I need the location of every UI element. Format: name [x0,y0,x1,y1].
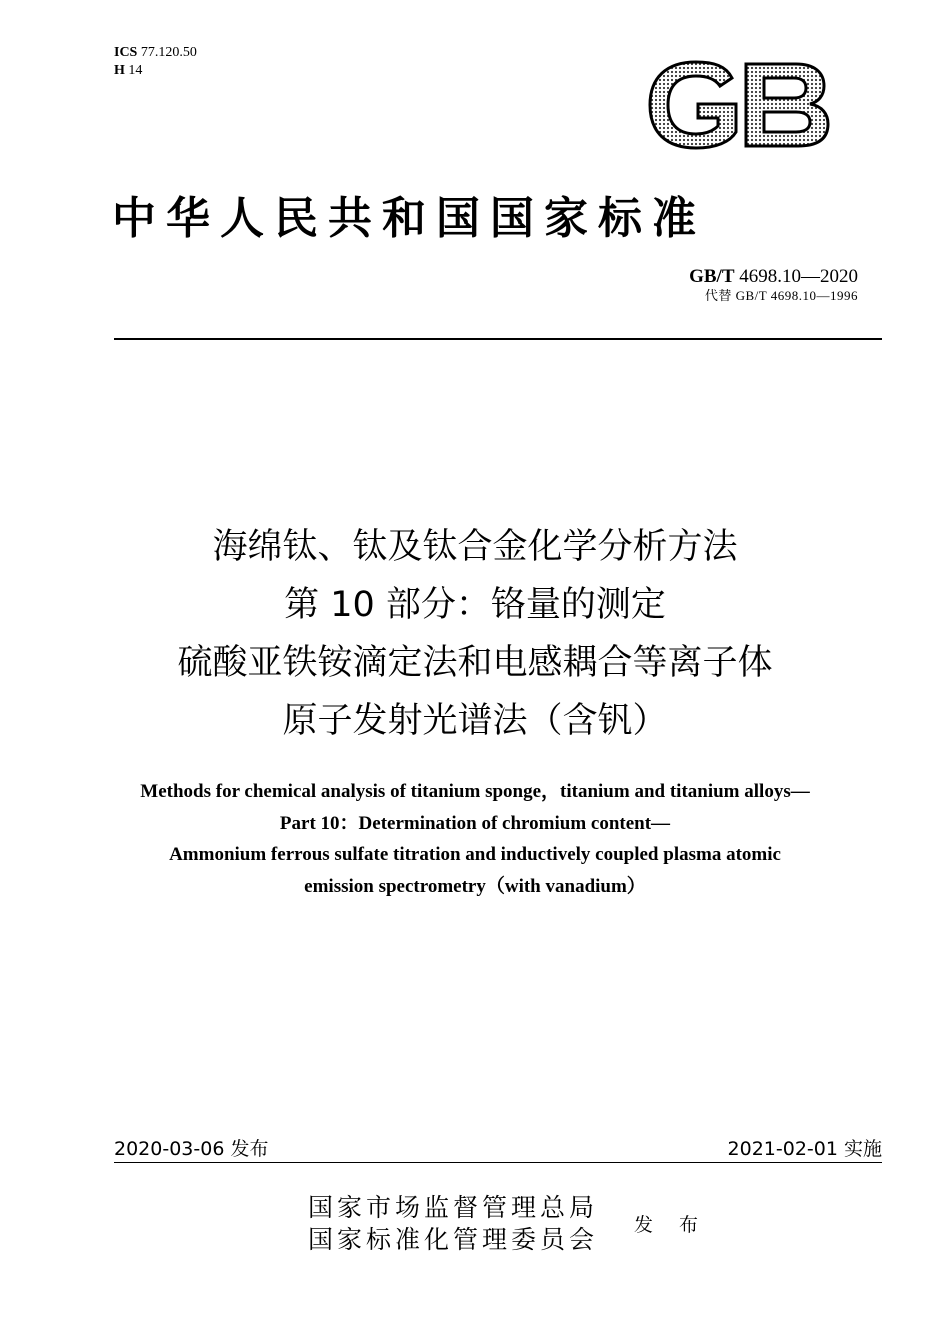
english-title [0,776,950,902]
standard-number-block [689,266,858,304]
issue-date: 2020-03-06 发布 [114,1138,269,1160]
standard-number [689,266,858,288]
gb-logo-b-letter [746,64,828,146]
ccs-code: 14 [128,63,143,78]
standard-prefix: GB/T [689,266,735,287]
top-divider [114,338,882,340]
publish-label: 发 布 [634,1214,709,1236]
issuer-name: 国家标准化管理委员会 [308,1225,599,1254]
standard-code: 4698.10—2020 [739,266,858,287]
chinese-title-line: 海绵钛、钛及钛合金化学分析方法 [212,527,738,567]
english-title-line: Methods for chemical analysis of titanium sponge，titanium and titanium alloys— [140,781,810,802]
english-title-line: emission spectrometry（with vanadium） [304,875,646,897]
gb-logo [646,58,832,152]
implementation-date: 2021-02-01 实施 [727,1138,882,1160]
gb-logo-g-letter [650,62,736,148]
chinese-title [0,518,950,750]
english-title-line: Ammonium ferrous sulfate titration and inductively coupled plasma atomic [169,844,781,865]
ics-code: 77.120.50 [140,45,197,60]
ccs-line [114,62,197,80]
ics-label: ICS [114,45,138,60]
issuer-name: 国家市场监督管理总局 [308,1193,599,1222]
ics-line [114,44,197,62]
bottom-divider [114,1162,882,1163]
replaces-standard: 代替 GB/T 4698.10—1996 [704,288,858,303]
ccs-label: H [114,63,125,78]
chinese-title-line: 原子发射光谱法（含钒） [282,701,668,741]
national-standard-heading: 中华人民共和国国家标准 [112,193,706,244]
issuing-authorities [308,1192,598,1256]
english-title-line: Part 10：Determination of chromium content— [279,812,671,834]
chinese-title-line: 硫酸亚铁铵滴定法和电感耦合等离子体 [177,643,773,683]
chinese-title-line: 第 10 部分：铬量的测定 [284,585,666,625]
classification-codes [114,44,197,80]
